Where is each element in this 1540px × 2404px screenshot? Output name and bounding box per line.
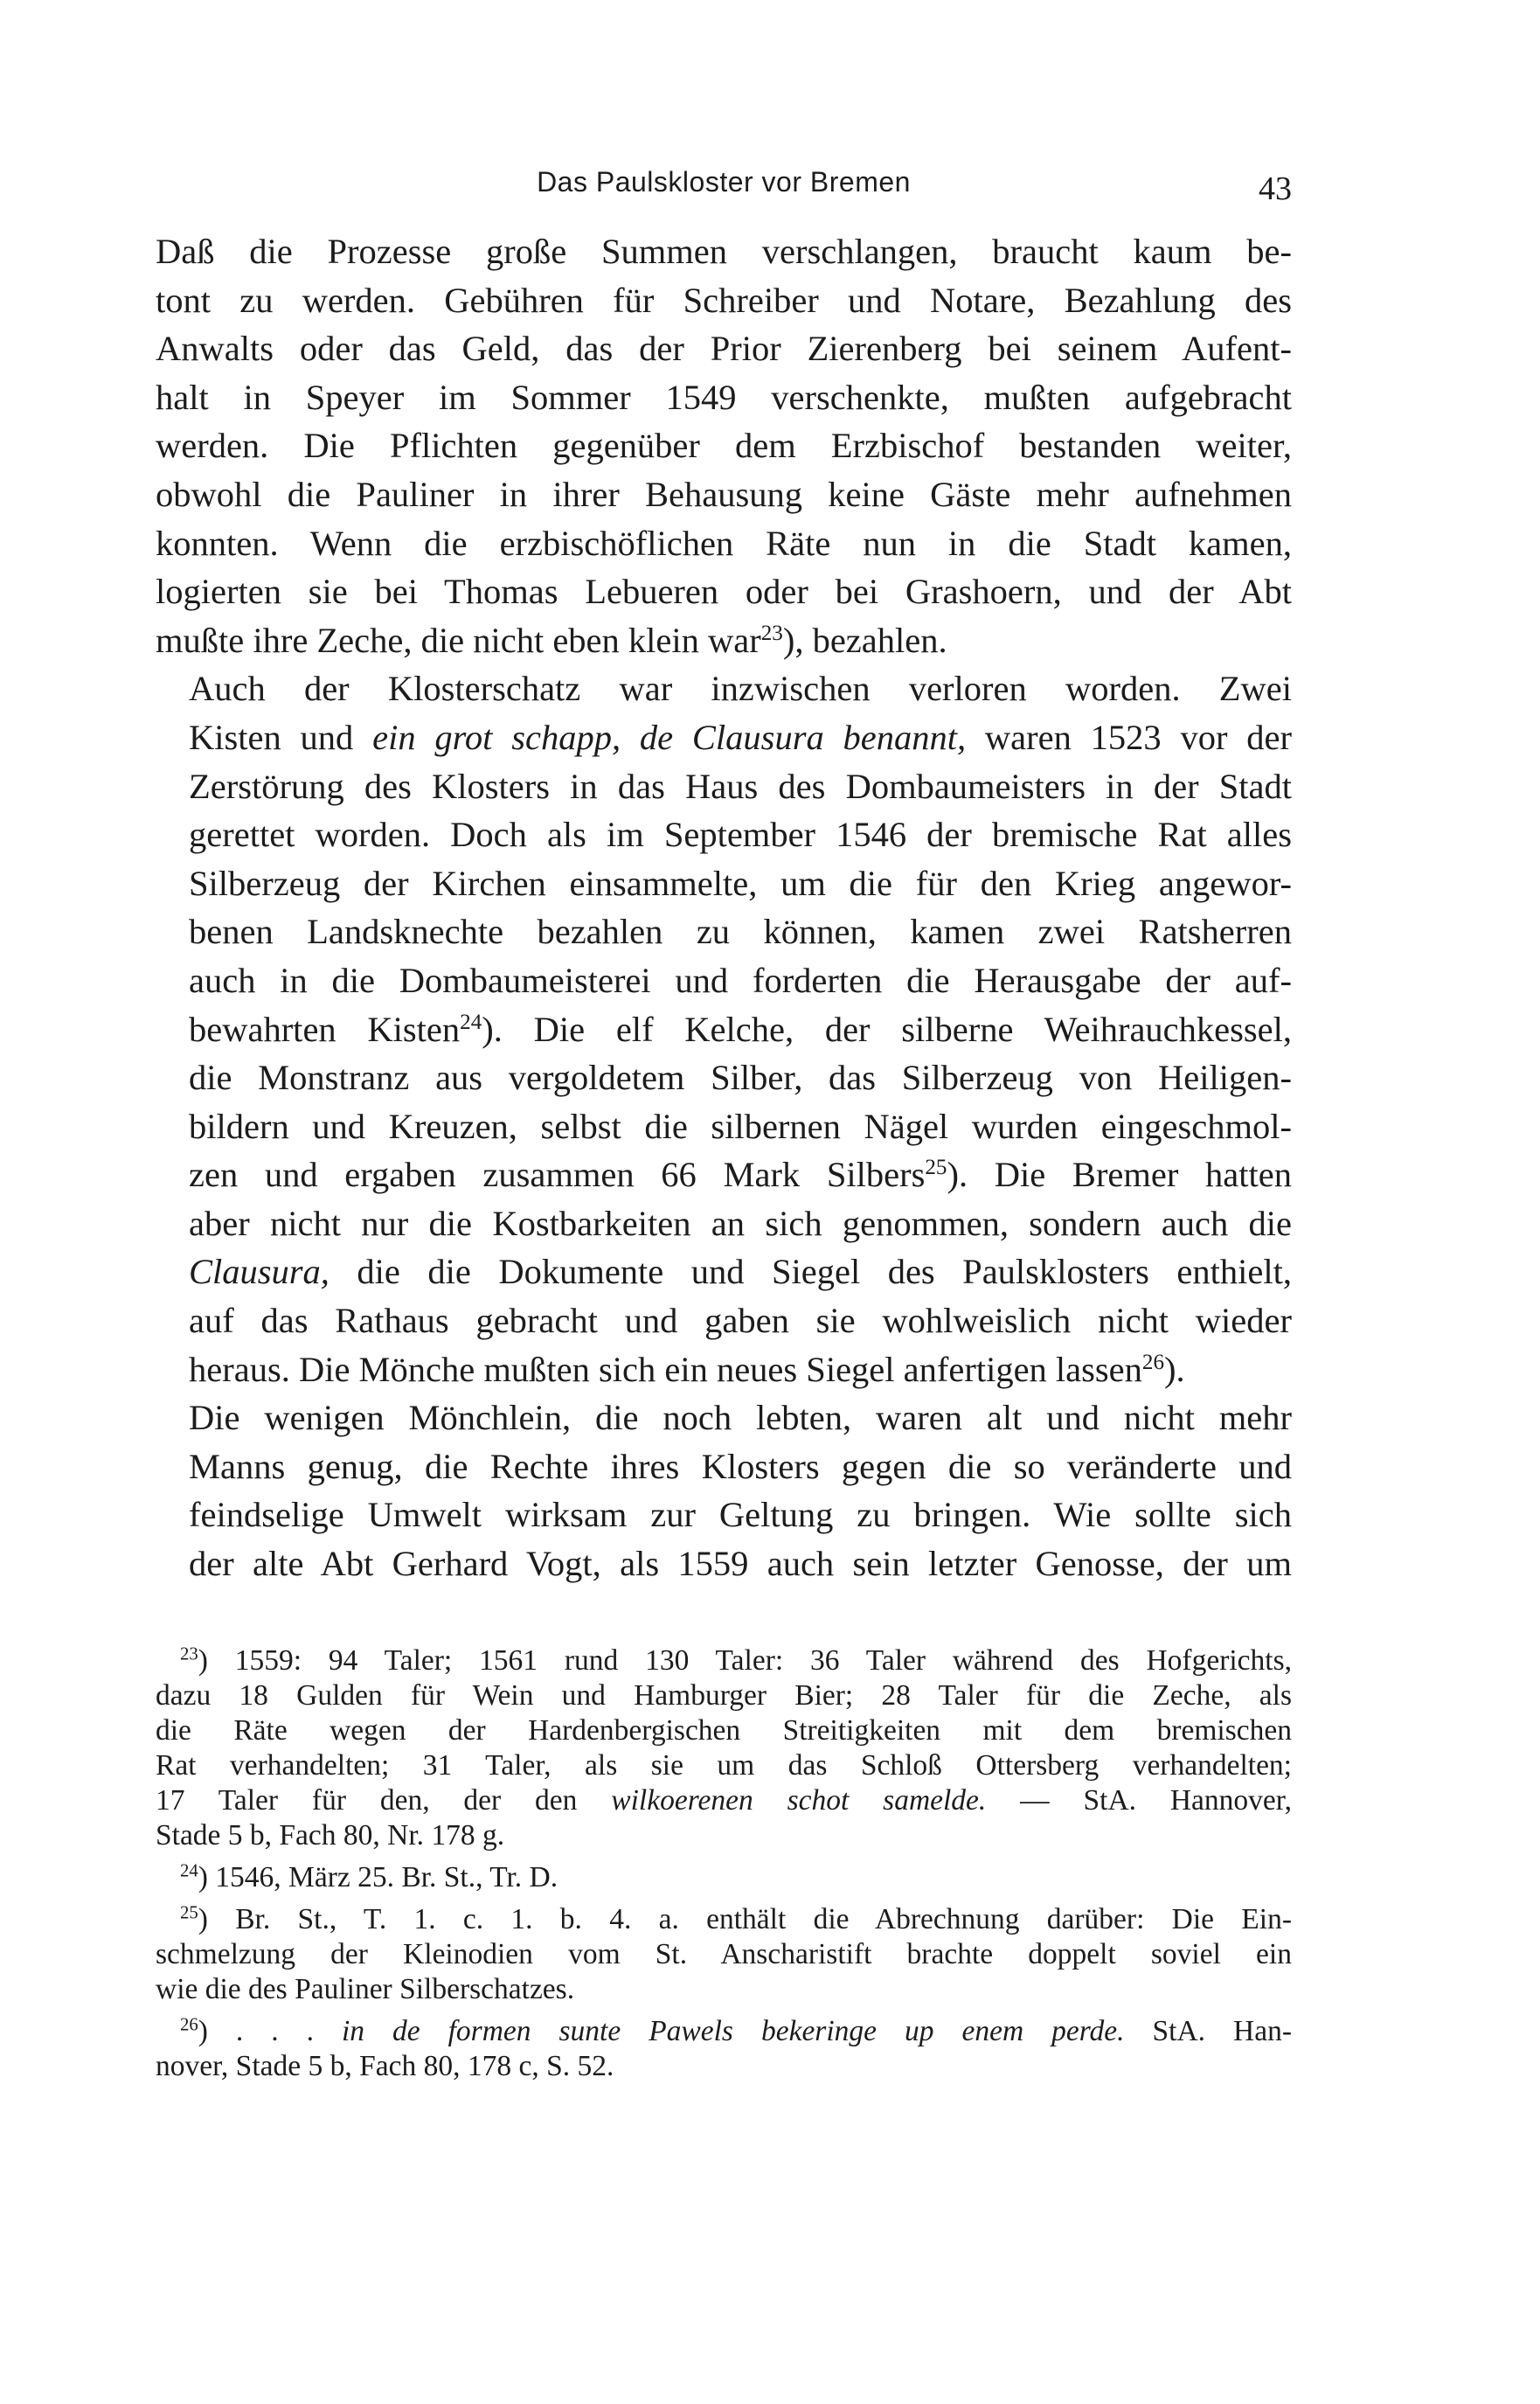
footnote-number: 23 <box>180 1643 198 1664</box>
text-line <box>156 1345 1292 1394</box>
text-line <box>156 713 1292 762</box>
text-line: auf das Rathaus gebracht und gaben sie wohlweislich nicht wieder <box>189 1301 1292 1341</box>
page <box>156 166 1292 1588</box>
footnote-line: schmelzung der Kleinodien vom St. Anscharistift brachte doppelt soviel ein <box>156 1938 1292 1970</box>
italic-quote: wilkoerenen schot samelde. <box>611 1784 987 1817</box>
footnote-line: Rat verhandelten; 31 Taler, als sie um das Schloß Ottersberg verhandelten; <box>156 1749 1292 1782</box>
footnote-line <box>156 2014 1292 2049</box>
text-line <box>156 1150 1292 1199</box>
footnote-line: dazu 18 Gulden für Wein und Hamburger Bier; 28 Taler für die Zeche, als <box>156 1679 1292 1712</box>
footnote-24 <box>156 1860 1292 1895</box>
text-line: Zerstörung des Klosters in das Haus des Dombaumeisters in der Stadt <box>189 766 1292 806</box>
footnote-number: 26 <box>180 2014 198 2035</box>
text-line: bildern und Kreuzen, selbst die silbernen Nägel wurden eingeschmol- <box>189 1106 1292 1146</box>
text-run: ) . . . <box>198 2015 342 2047</box>
running-head <box>156 166 1292 227</box>
text-run: ) 1546, März 25. Br. St., Tr. D. <box>198 1861 558 1893</box>
footnote-line: wie die des Pauliner Silberschatzes. <box>156 1973 575 2005</box>
text-line: die Monstranz aus vergoldetem Silber, das Silberzeug von Heiligen- <box>189 1058 1292 1098</box>
text-run: ) 1559: 94 Taler; 1561 rund 130 Taler: 36 Taler während des Hofgerichts, <box>198 1644 1292 1677</box>
footnote-ref: 25 <box>925 1156 947 1180</box>
text-run: bewahrten Kisten <box>189 1009 461 1049</box>
text-line: benen Landsknechte bezahlen zu können, kamen zwei Ratsherren <box>189 912 1292 952</box>
text-run: ) Br. St., T. 1. c. 1. b. 4. a. enthält die Abrechnung darüber: Die Ein- <box>198 1903 1292 1935</box>
footnote-ref: 24 <box>460 1010 482 1034</box>
footnote-line: Stade 5 b, Fach 80, Nr. 178 g. <box>156 1819 505 1852</box>
italic-quote: in de formen sunte Pawels bekeringe up enem perde. <box>341 2015 1125 2047</box>
footnote-ref: 23 <box>760 621 783 645</box>
paragraph-3 <box>156 1393 1292 1588</box>
text-run: — StA. Hannover, <box>986 1784 1292 1817</box>
body-text <box>156 227 1292 1588</box>
text-line: aber nicht nur die Kostbarkeiten an sich genommen, sondern auch die <box>189 1203 1292 1243</box>
text-run: Kisten und <box>189 717 373 757</box>
footnote-line <box>156 1902 1292 1937</box>
footnote-line <box>156 1860 1292 1895</box>
text-line: Die wenigen Mönchlein, die noch lebten, waren alt und nicht mehr <box>189 1398 1292 1438</box>
text-run: 17 Taler für den, der den <box>156 1784 612 1817</box>
footnote-23 <box>156 1643 1292 1853</box>
paragraph-1 <box>156 227 1292 664</box>
footnote-25 <box>156 1902 1292 2007</box>
text-run: die die Dokumente und Siegel des Paulsklosters enthielt, <box>329 1252 1292 1292</box>
text-run: heraus. Die Mönche mußten sich ein neues Siegel anfertigen lassen <box>189 1349 1142 1389</box>
running-title: Das Paulskloster vor Bremen <box>537 166 911 198</box>
footnote-line: nover, Stade 5 b, Fach 80, 178 c, S. 52. <box>156 2050 614 2082</box>
text-line: Auch der Klosterschatz war inzwischen verloren worden. Zwei <box>189 669 1292 709</box>
footnote-line <box>156 1783 1292 1818</box>
text-line: Manns genug, die Rechte ihres Klosters gegen die so veränderte und <box>189 1446 1292 1486</box>
text-run: ). Die Bremer hatten <box>947 1155 1293 1195</box>
text-run: zen und ergaben zusammen 66 Mark Silbers <box>189 1155 926 1195</box>
text-run: ). <box>1164 1349 1185 1389</box>
text-line: konnten. Wenn die erzbischöflichen Räte nun in die Stadt kamen, <box>156 523 1292 563</box>
paragraph-2 <box>156 664 1292 1393</box>
text-line: gerettet worden. Doch als im September 1546 der bremische Rat alles <box>189 815 1292 855</box>
footnote-number: 24 <box>180 1860 198 1881</box>
footnote-line <box>156 1643 1292 1678</box>
text-run: ). Die elf Kelche, der silberne Weihrauchkessel, <box>482 1009 1293 1049</box>
italic-quote: Clausura, <box>189 1252 330 1292</box>
text-line: Silberzeug der Kirchen einsammelte, um die für den Krieg angewor- <box>189 863 1292 903</box>
footnote-number: 25 <box>180 1902 198 1923</box>
text-line: werden. Die Pflichten gegenüber dem Erzbischof bestanden weiter, <box>156 426 1292 466</box>
text-line: logierten sie bei Thomas Lebueren oder bei Grashoern, und der Abt <box>156 572 1292 612</box>
text-line: auch in die Dombaumeisterei und forderten die Herausgabe der auf- <box>189 960 1292 1000</box>
text-line: Anwalts oder das Geld, das der Prior Zierenberg bei seinem Aufent- <box>156 329 1292 369</box>
text-run: ), bezahlen. <box>782 620 947 660</box>
footnotes <box>156 1643 1292 2091</box>
footnote-26 <box>156 2014 1292 2084</box>
text-run: waren 1523 vor der <box>966 717 1292 757</box>
text-line: halt in Speyer im Sommer 1549 verschenkte, mußten aufgebracht <box>156 377 1292 417</box>
italic-quote: ein grot schapp, de Clausura benannt, <box>372 717 967 757</box>
text-line: tont zu werden. Gebühren für Schreiber und Notare, Bezahlung des <box>156 280 1292 320</box>
text-line: obwohl die Pauliner in ihrer Behausung keine Gäste mehr aufnehmen <box>156 474 1292 514</box>
text-line: der alte Abt Gerhard Vogt, als 1559 auch sein letzter Genosse, der um <box>189 1544 1292 1584</box>
footnote-ref: 26 <box>1141 1350 1165 1374</box>
footnote-line: die Räte wegen der Hardenbergischen Streitigkeiten mit dem bremischen <box>156 1714 1292 1747</box>
text-line <box>156 1247 1292 1296</box>
text-line: feindselige Umwelt wirksam zur Geltung zu bringen. Wie sollte sich <box>189 1495 1292 1535</box>
text-run: StA. Han- <box>1124 2015 1292 2047</box>
text-line: Daß die Prozesse große Summen verschlangen, braucht kaum be- <box>156 232 1292 271</box>
text-line <box>156 1005 1292 1054</box>
page-number: 43 <box>1259 170 1292 207</box>
text-line <box>156 616 1292 665</box>
text-run: mußte ihre Zeche, die nicht eben klein war <box>156 620 761 660</box>
